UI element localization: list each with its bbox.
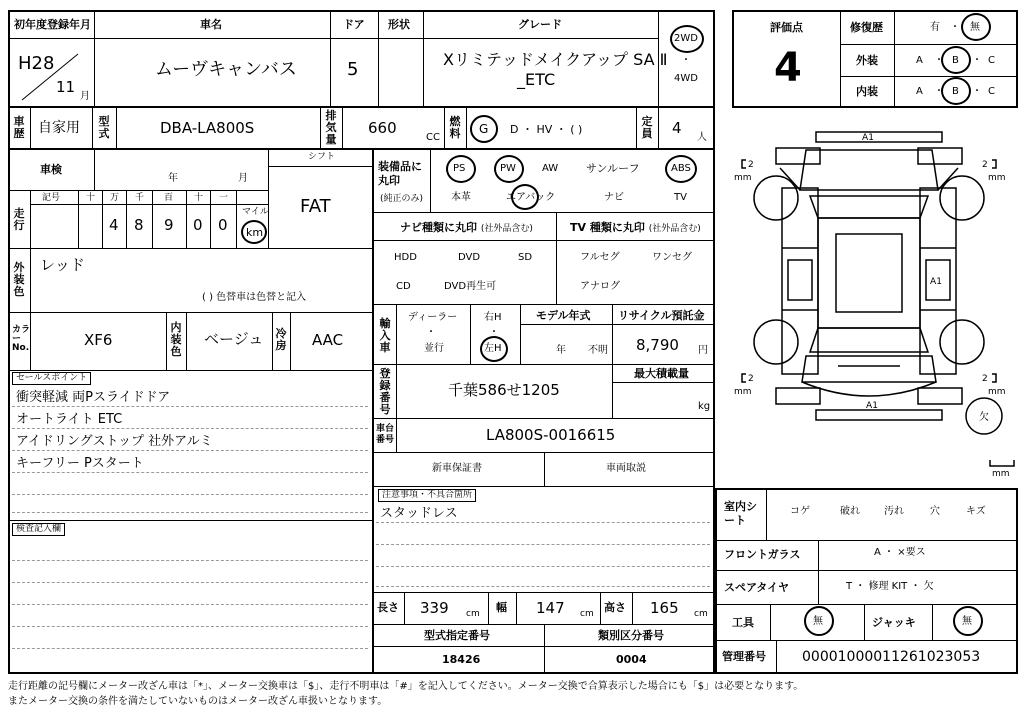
height-label: 高さ bbox=[604, 601, 626, 614]
int-color-value: ベージュ bbox=[204, 330, 264, 348]
tv-analog: アナログ bbox=[580, 281, 620, 292]
mileage-digit: 0 bbox=[193, 216, 203, 234]
exterior-dot1: ・ bbox=[934, 55, 944, 66]
footer-note-2: またメーター交換の条件を満たしていないものはメーター改ざん車扱いとなります。 bbox=[8, 696, 388, 707]
ext-color-value: レッド bbox=[40, 256, 85, 274]
interior-c: C bbox=[988, 86, 995, 97]
seat-yabure: 破れ bbox=[840, 506, 860, 517]
diagram-a1-bottom: A1 bbox=[866, 401, 878, 411]
jack-label: ジャッキ bbox=[872, 616, 916, 629]
mileage-digit: 0 bbox=[218, 216, 228, 234]
equipment-label: 装備品に丸印 bbox=[378, 160, 422, 187]
width-value: 147 bbox=[536, 599, 565, 617]
shaken-year-unit: 年 bbox=[168, 173, 178, 184]
length-unit: cm bbox=[466, 609, 480, 619]
equipment-sub-label: (純正のみ) bbox=[380, 194, 424, 204]
shift-value: FAT bbox=[300, 196, 331, 217]
doc-warranty: 新車保証書 bbox=[432, 463, 482, 474]
displacement-unit: CC bbox=[426, 132, 440, 143]
interior-label: 内装 bbox=[856, 85, 878, 98]
fuel-g: G bbox=[479, 122, 489, 136]
shaken-label: 車検 bbox=[40, 163, 62, 176]
equip-sunroof: サンルーフ bbox=[586, 162, 640, 175]
digit-header-10man: 十 bbox=[86, 193, 96, 203]
length-label: 長さ bbox=[377, 601, 399, 614]
mile-label: マイル bbox=[242, 207, 269, 217]
seat-koge: コゲ bbox=[790, 506, 810, 517]
navi-sd: SD bbox=[518, 252, 533, 263]
equip-abs: ABS bbox=[671, 163, 691, 174]
digit-header-hyaku: 百 bbox=[164, 193, 174, 203]
km-label: km bbox=[246, 226, 264, 239]
equip-leather: 本革 bbox=[451, 192, 471, 203]
first-reg-label: 初年度登録年月 bbox=[14, 18, 91, 31]
history-label: 車歴 bbox=[13, 115, 25, 140]
mgmt-label: 管理番号 bbox=[722, 650, 766, 663]
diagram-mm: mm bbox=[988, 173, 1006, 183]
digit-header-man: 万 bbox=[110, 193, 120, 203]
grade-label: グレード bbox=[518, 18, 562, 31]
diagram-mm: mm bbox=[988, 387, 1006, 397]
navi-hdd: HDD bbox=[394, 252, 417, 263]
shaken-month-unit: 月 bbox=[238, 173, 248, 184]
first-reg-month: 11 bbox=[56, 78, 76, 96]
score-value: 4 bbox=[774, 45, 802, 91]
equip-pw: PW bbox=[500, 163, 516, 174]
first-reg-era: H28 bbox=[18, 53, 55, 74]
notes-label: 注意事項・不具合箇所 bbox=[378, 489, 476, 502]
sales-line: 衝突軽減 両Pスライドドア bbox=[16, 390, 171, 405]
diagram-mm: mm bbox=[734, 173, 752, 183]
import-left-h: 左H bbox=[484, 343, 502, 354]
digit-header-juu: 十 bbox=[194, 193, 204, 203]
mileage-digit: 9 bbox=[164, 216, 174, 234]
footer-note-1: 走行距離の記号欄にメーター改ざん車は「*」、メーター交換車は「$」、走行不明車は「#」を記入してください。メーター交換で合算表示した場合にも「$」は必要となります。 bbox=[8, 681, 804, 692]
repair-no: 無 bbox=[970, 22, 980, 33]
import-dot2: ・ bbox=[489, 327, 499, 338]
digit-header-kigou: 記号 bbox=[42, 193, 61, 203]
jack-value: 無 bbox=[962, 616, 972, 627]
fuel-rest: D ・ HV ・ ( ) bbox=[510, 123, 583, 136]
diagram-a1-right: A1 bbox=[930, 277, 942, 287]
shape-label: 形状 bbox=[388, 18, 410, 31]
diagram-mm: mm bbox=[734, 387, 752, 397]
glass-items: A ・ ×要ス bbox=[874, 547, 926, 558]
tv-oneseg: ワンセグ bbox=[652, 252, 692, 263]
drive-dot: ・ bbox=[681, 55, 691, 66]
exterior-dot2: ・ bbox=[972, 55, 982, 66]
displacement-value: 660 bbox=[368, 119, 397, 137]
color-no-value: XF6 bbox=[84, 331, 113, 349]
score-label: 評価点 bbox=[770, 21, 803, 34]
displacement-label: 排気量 bbox=[325, 109, 337, 146]
ac-label: 冷房 bbox=[275, 327, 287, 352]
max-load-unit: kg bbox=[698, 401, 711, 412]
fuel-label: 燃料 bbox=[449, 115, 461, 140]
import-right-h: 右H bbox=[484, 312, 502, 323]
sales-line: キーフリー Pスタート bbox=[16, 456, 144, 471]
exterior-b: B bbox=[952, 55, 959, 66]
repair-dot: ・ bbox=[950, 22, 960, 33]
seat-yogore: 汚れ bbox=[884, 506, 904, 517]
grade-line1: Xリミテッドメイクアップ SA Ⅱ bbox=[443, 50, 668, 69]
mileage-label: 走行 bbox=[13, 207, 25, 232]
height-unit: cm bbox=[694, 609, 708, 619]
mgmt-number: 00001000011261023053 bbox=[802, 649, 981, 665]
tools-value: 無 bbox=[813, 616, 823, 627]
grade-line2: _ETC bbox=[517, 70, 556, 89]
int-color-label: 内装色 bbox=[170, 321, 182, 358]
glass-label: フロントガラス bbox=[724, 548, 801, 561]
interior-a: A bbox=[916, 86, 923, 97]
chassis-number: LA800S-0016615 bbox=[486, 426, 616, 444]
main-sheet-frame bbox=[8, 10, 715, 674]
divider bbox=[8, 106, 715, 108]
height-value: 165 bbox=[650, 599, 679, 617]
color-change-note: ( ) 色替車は色替と記入 bbox=[202, 292, 307, 303]
spare-items: T ・ 修理 KIT ・ 欠 bbox=[846, 581, 934, 592]
car-name-label: 車名 bbox=[200, 18, 222, 31]
interior-dot1: ・ bbox=[934, 86, 944, 97]
mileage-digit: 4 bbox=[109, 216, 119, 234]
type-no-value: 18426 bbox=[442, 653, 481, 666]
color-no-label: カラーNo. bbox=[12, 325, 31, 353]
capacity-value: 4 bbox=[672, 119, 682, 137]
car-damage-diagram bbox=[718, 120, 1020, 480]
drive-4wd: 4WD bbox=[674, 73, 698, 84]
equip-ps: PS bbox=[453, 163, 466, 174]
notes-text: スタッドレス bbox=[380, 506, 458, 521]
seat-label: 室内シート bbox=[724, 500, 757, 527]
width-label: 幅 bbox=[496, 601, 507, 614]
mileage-digit: 8 bbox=[134, 216, 144, 234]
navi-label: ナビ種類に丸印 (社外品含む) bbox=[400, 221, 533, 234]
navi-dvd-play: DVD再生可 bbox=[444, 281, 497, 292]
recycle-value: 8,790 bbox=[636, 336, 679, 354]
diagram-missing: 欠 bbox=[979, 412, 989, 423]
class-no-value: 0004 bbox=[616, 653, 647, 666]
sales-label: セールスポイント bbox=[12, 372, 91, 385]
model-value: DBA-LA800S bbox=[160, 119, 255, 137]
shift-label: シフト bbox=[308, 152, 336, 162]
exterior-label: 外装 bbox=[856, 54, 878, 67]
ext-color-label: 外装色 bbox=[13, 261, 25, 298]
model-year-value: 不明 bbox=[588, 345, 608, 356]
history-value: 自家用 bbox=[38, 120, 80, 136]
seat-ana: 穴 bbox=[930, 506, 940, 517]
navi-cd: CD bbox=[396, 281, 411, 292]
import-parallel: 並行 bbox=[424, 343, 444, 354]
type-no-label: 型式指定番号 bbox=[424, 629, 490, 642]
doors-label: ドア bbox=[343, 18, 365, 31]
digit-header-sen: 千 bbox=[135, 193, 145, 203]
diagram-mm: mm bbox=[992, 469, 1010, 479]
model-label: 型式 bbox=[98, 115, 110, 140]
sales-line: アイドリングストップ 社外アルミ bbox=[16, 434, 213, 449]
digit-header-ichi: 一 bbox=[219, 193, 229, 203]
class-no-label: 類別区分番号 bbox=[598, 629, 664, 642]
diagram-a1-top: A1 bbox=[862, 133, 874, 143]
doc-manual: 車両取説 bbox=[606, 463, 646, 474]
inspector-label: 検査記入欄 bbox=[12, 523, 65, 536]
capacity-unit: 人 bbox=[697, 132, 707, 143]
length-value: 339 bbox=[420, 599, 449, 617]
diagram-bracket-mark: 2 bbox=[748, 160, 754, 170]
tv-label: TV 種類に丸印 (社外品含む) bbox=[570, 221, 701, 234]
import-dot: ・ bbox=[426, 327, 436, 338]
import-label: 輸入車 bbox=[379, 317, 391, 354]
equip-aw: AW bbox=[542, 163, 559, 174]
ac-value: AAC bbox=[312, 331, 344, 349]
diagram-bracket-mark: 2 bbox=[982, 160, 988, 170]
repair-label: 修復歴 bbox=[850, 21, 883, 34]
sales-line: オートライト ETC bbox=[16, 412, 123, 427]
capacity-label: 定員 bbox=[641, 115, 653, 140]
max-load-label: 最大積載量 bbox=[634, 367, 689, 380]
car-name: ムーヴキャンバス bbox=[155, 59, 297, 80]
diagram-bracket-mark: 2 bbox=[982, 374, 988, 384]
recycle-label: リサイクル預託金 bbox=[618, 309, 705, 322]
interior-b: B bbox=[952, 86, 959, 97]
tools-label: 工具 bbox=[732, 616, 754, 629]
diagram-bracket-mark: 2 bbox=[748, 374, 754, 384]
recycle-unit: 円 bbox=[698, 345, 708, 356]
width-unit: cm bbox=[580, 609, 594, 619]
interior-dot2: ・ bbox=[972, 86, 982, 97]
equip-navi: ナビ bbox=[604, 192, 624, 203]
import-dealer: ディーラー bbox=[408, 312, 458, 323]
equip-airbag: エアバック bbox=[506, 192, 556, 203]
tv-fullseg: フルセグ bbox=[580, 252, 620, 263]
registration-label: 登録番号 bbox=[379, 367, 391, 416]
doors-value: 5 bbox=[347, 59, 359, 80]
spare-label: スペアタイヤ bbox=[724, 581, 790, 594]
seat-kizu: キズ bbox=[966, 506, 986, 517]
drive-2wd: 2WD bbox=[674, 33, 698, 44]
registration-number: 千葉586せ1205 bbox=[448, 381, 560, 399]
model-year-year-unit: 年 bbox=[556, 345, 566, 356]
exterior-c: C bbox=[988, 55, 995, 66]
month-unit: 月 bbox=[80, 91, 90, 102]
repair-yes: 有 bbox=[930, 22, 940, 33]
chassis-label: 車台番号 bbox=[376, 424, 395, 445]
exterior-a: A bbox=[916, 55, 923, 66]
model-year-label: モデル年式 bbox=[536, 309, 591, 322]
equip-tv: TV bbox=[674, 192, 687, 203]
navi-dvd: DVD bbox=[458, 252, 481, 263]
